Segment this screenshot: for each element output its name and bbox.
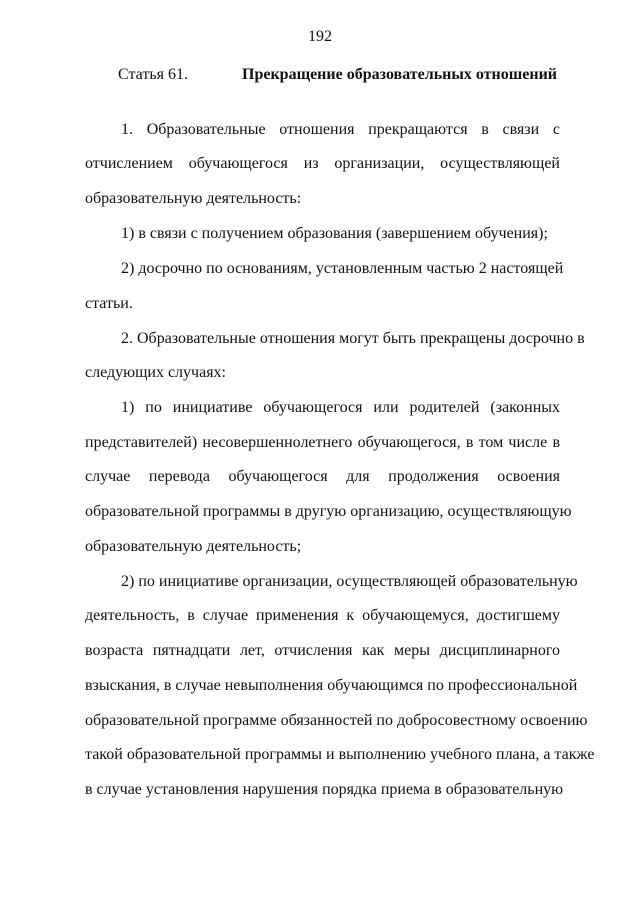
- text-line: в случае установления нарушения порядка приема в образовательную: [85, 781, 564, 798]
- text-line: деятельность, в случае применения к обучающемуся, достигшему: [85, 607, 560, 624]
- text-line: статьи.: [85, 295, 133, 312]
- article-heading: [118, 66, 558, 88]
- article-label: Статья 61.: [118, 66, 188, 83]
- article-title: Прекращение образовательных отношений: [242, 66, 558, 83]
- text-line: случае перевода обучающегося для продолжения освоения: [85, 468, 560, 485]
- text-line: возраста пятнадцати лет, отчисления как меры дисциплинарного: [85, 642, 560, 659]
- text-line: представителей) несовершеннолетнего обучающегося, в том числе в: [85, 434, 560, 451]
- text-line: образовательную деятельность:: [85, 190, 302, 207]
- page-number: 192: [308, 28, 332, 45]
- text-line: образовательной программе обязанностей по добросовестному освоению: [85, 712, 588, 729]
- text-line: образовательную деятельность;: [85, 538, 302, 555]
- text-line: такой образовательной программы и выполнению учебного плана, а также: [85, 746, 595, 763]
- text-line: 1. Образовательные отношения прекращаются в связи с: [121, 121, 560, 138]
- text-line: 1) по инициативе обучающегося или родителей (законных: [121, 399, 560, 416]
- text-line: 2) по инициативе организации, осуществляющей образовательную: [121, 573, 578, 590]
- text-line: 2) досрочно по основаниям, установленным частью 2 настоящей: [121, 260, 564, 277]
- text-line: взыскания, в случае невыполнения обучающимся по профессиональной: [85, 677, 578, 694]
- text-line: 2. Образовательные отношения могут быть прекращены досрочно в: [121, 330, 585, 347]
- text-line: образовательной программы в другую организацию, осуществляющую: [85, 503, 572, 520]
- text-line: отчислением обучающегося из организации, осуществляющей: [85, 155, 560, 172]
- text-line: 1) в связи с получением образования (завершением обучения);: [121, 225, 548, 242]
- text-line: следующих случаях:: [85, 364, 226, 381]
